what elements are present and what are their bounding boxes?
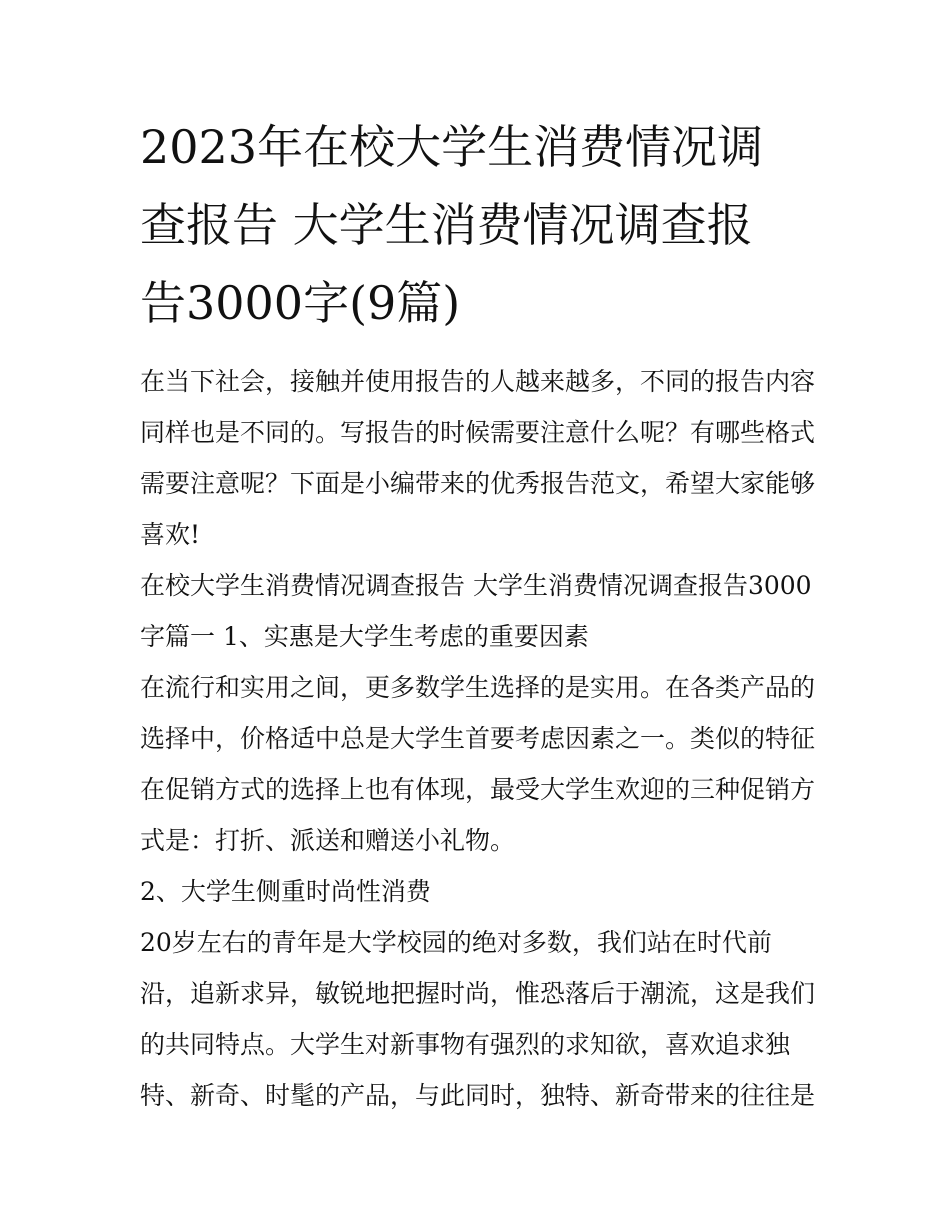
document-title [140, 108, 820, 342]
title-line-1: 2023年在校大学生消费情况调 [140, 120, 764, 174]
paragraph-practicality: 在流行和实用之间，更多数学生选择的是实用。在各类产品的选择中，价格适中总是大学生首要考虑因素之一。类似的特征在促销方式的选择上也有体现，最受大学生欢迎的三种促销方式是：打折、派送和赠送小礼物。 [140, 673, 816, 855]
paragraph-fashion: 20岁左右的青年是大学校园的绝对多数，我们站在时代前沿，追新求异，敏锐地把握时尚，惟恐落后于潮流，这是我们的共同特点。大学生对新事物有强烈的求知欲，喜欢追求独特、新奇、时髦的产品，与此同时，独特、新奇带来的往往是 [140, 928, 816, 1110]
document-body [140, 356, 820, 1121]
section-heading-1: 在校大学生消费情况调查报告 大学生消费情况调查报告3000字篇一 1、实惠是大学生考虑的重要因素 [140, 571, 812, 651]
intro-paragraph: 在当下社会，接触并使用报告的人越来越多，不同的报告内容同样也是不同的。写报告的时候需要注意什么呢？有哪些格式需要注意呢？下面是小编带来的优秀报告范文，希望大家能够喜欢! [140, 367, 816, 549]
title-line-2: 查报告 大学生消费情况调查报 [140, 198, 753, 252]
section-heading-2: 2、大学生侧重时尚性消费 [140, 877, 431, 906]
title-line-3: 告3000字(9篇) [140, 276, 461, 330]
document-page [140, 108, 820, 1121]
